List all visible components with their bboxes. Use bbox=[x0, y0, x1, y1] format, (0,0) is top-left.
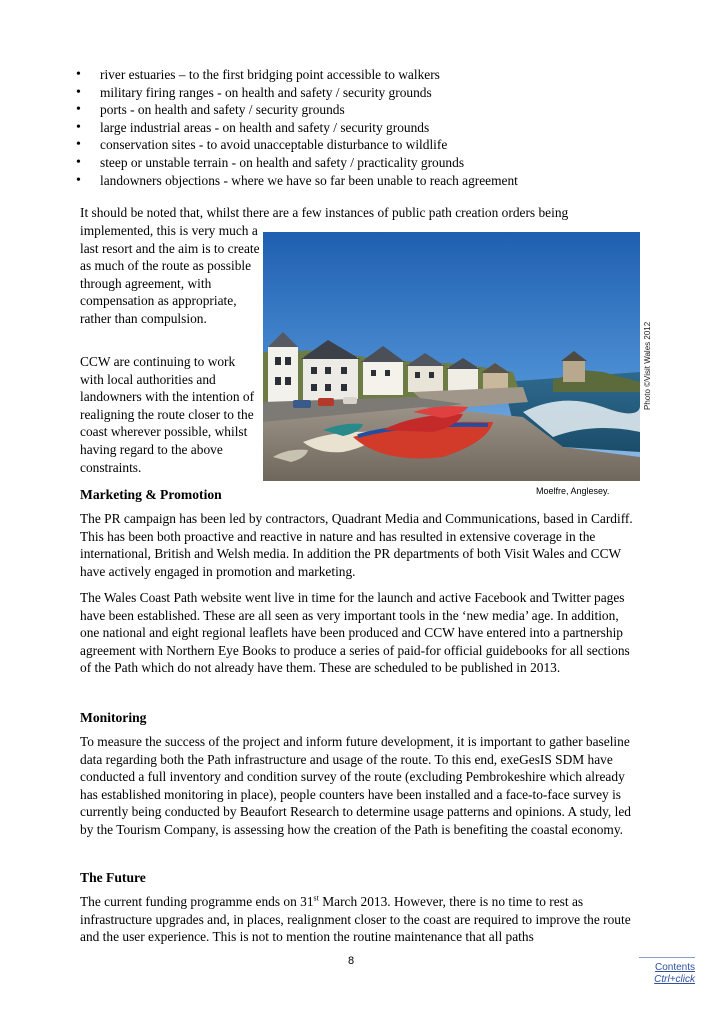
marketing-heading: Marketing & Promotion bbox=[80, 487, 222, 502]
constraints-list bbox=[70, 66, 650, 189]
list-item: • steep or unstable terrain - on health and safety / practicality grounds bbox=[70, 154, 650, 172]
monitoring-heading: Monitoring bbox=[80, 710, 147, 725]
monitoring-paragraph: To measure the success of the project and inform future development, it is important to gather baseline data regarding both the Path infrastructure and usage of the route. To this end, exeGesIS SDM have conducted a full inventory and condition survey of the route (excluding Pembrokeshire which already has established monitoring in place), people counters have been installed and a face-to-face survey is currently being conducted by Beaufort Research to determine usage patterns and opinions. A study, led by the Tourism Company, is assessing how the creation of the Path is benefiting the coastal economy. bbox=[80, 734, 631, 837]
ctrl-click-hint[interactable]: Ctrl+click bbox=[654, 974, 695, 985]
contents-nav bbox=[639, 957, 695, 986]
moelfre-photo bbox=[263, 232, 640, 481]
future-heading: The Future bbox=[80, 870, 146, 885]
photo-credit: Photo ©Visit Wales 2012 bbox=[643, 321, 652, 410]
intro-first-line: It should be noted that, whilst there are a few instances of public path creation orders being bbox=[80, 205, 569, 220]
photo-caption: Moelfre, Anglesey. bbox=[536, 486, 610, 496]
marketing-paragraph-2: The Wales Coast Path website went live in time for the launch and active Facebook and Twitter pages have been established. These are all seen as very important tools in the ‘new media’ age. In addition, one national and eight regional leaflets have been produced and CCW have entered into a partnership agreement with Northern Eye Books to produce a series of paid-for official guidebooks for all sections of the Path which do not already have them. These are scheduled to be published in 2013. bbox=[80, 590, 630, 676]
list-item: • landowners objections - where we have so far been unable to reach agreement bbox=[70, 172, 650, 190]
list-item: • river estuaries – to the first bridging point accessible to walkers bbox=[70, 66, 650, 84]
contents-link[interactable]: Contents bbox=[654, 962, 695, 973]
future-paragraph: The current funding programme ends on 31st March 2013. However, there is no time to rest as infrastructure upgrades and, in places, realignment closer to the coast are required to improve the route and the user experience. This is not to mention the routine maintenance that all paths bbox=[80, 893, 631, 945]
marketing-paragraph-1: The PR campaign has been led by contractors, Quadrant Media and Communications, based in Cardiff. This has been both proactive and reactive in nature and has resulted in extensive coverage in the international, British and Welsh media. In addition the PR departments of both Visit Wales and CCW have actively engaged in promotion and marketing. bbox=[80, 511, 633, 579]
list-item: • large industrial areas - on health and safety / security grounds bbox=[70, 119, 650, 137]
intro-continuation: implemented, this is very much a last resort and the aim is to create as much of the route as possible through agreement, with compensation as appropriate, rather than compulsion. bbox=[80, 223, 260, 326]
ccw-paragraph: CCW are continuing to work with local authorities and landowners with the intention of realigning the route closer to the coast wherever possible, whilst having regard to the above constraints. bbox=[80, 354, 255, 475]
list-item: • ports - on health and safety / security grounds bbox=[70, 101, 650, 119]
list-item: • conservation sites - to avoid unacceptable disturbance to wildlife bbox=[70, 136, 650, 154]
page-number: 8 bbox=[348, 955, 355, 967]
list-item: • military firing ranges - on health and safety / security grounds bbox=[70, 84, 650, 102]
